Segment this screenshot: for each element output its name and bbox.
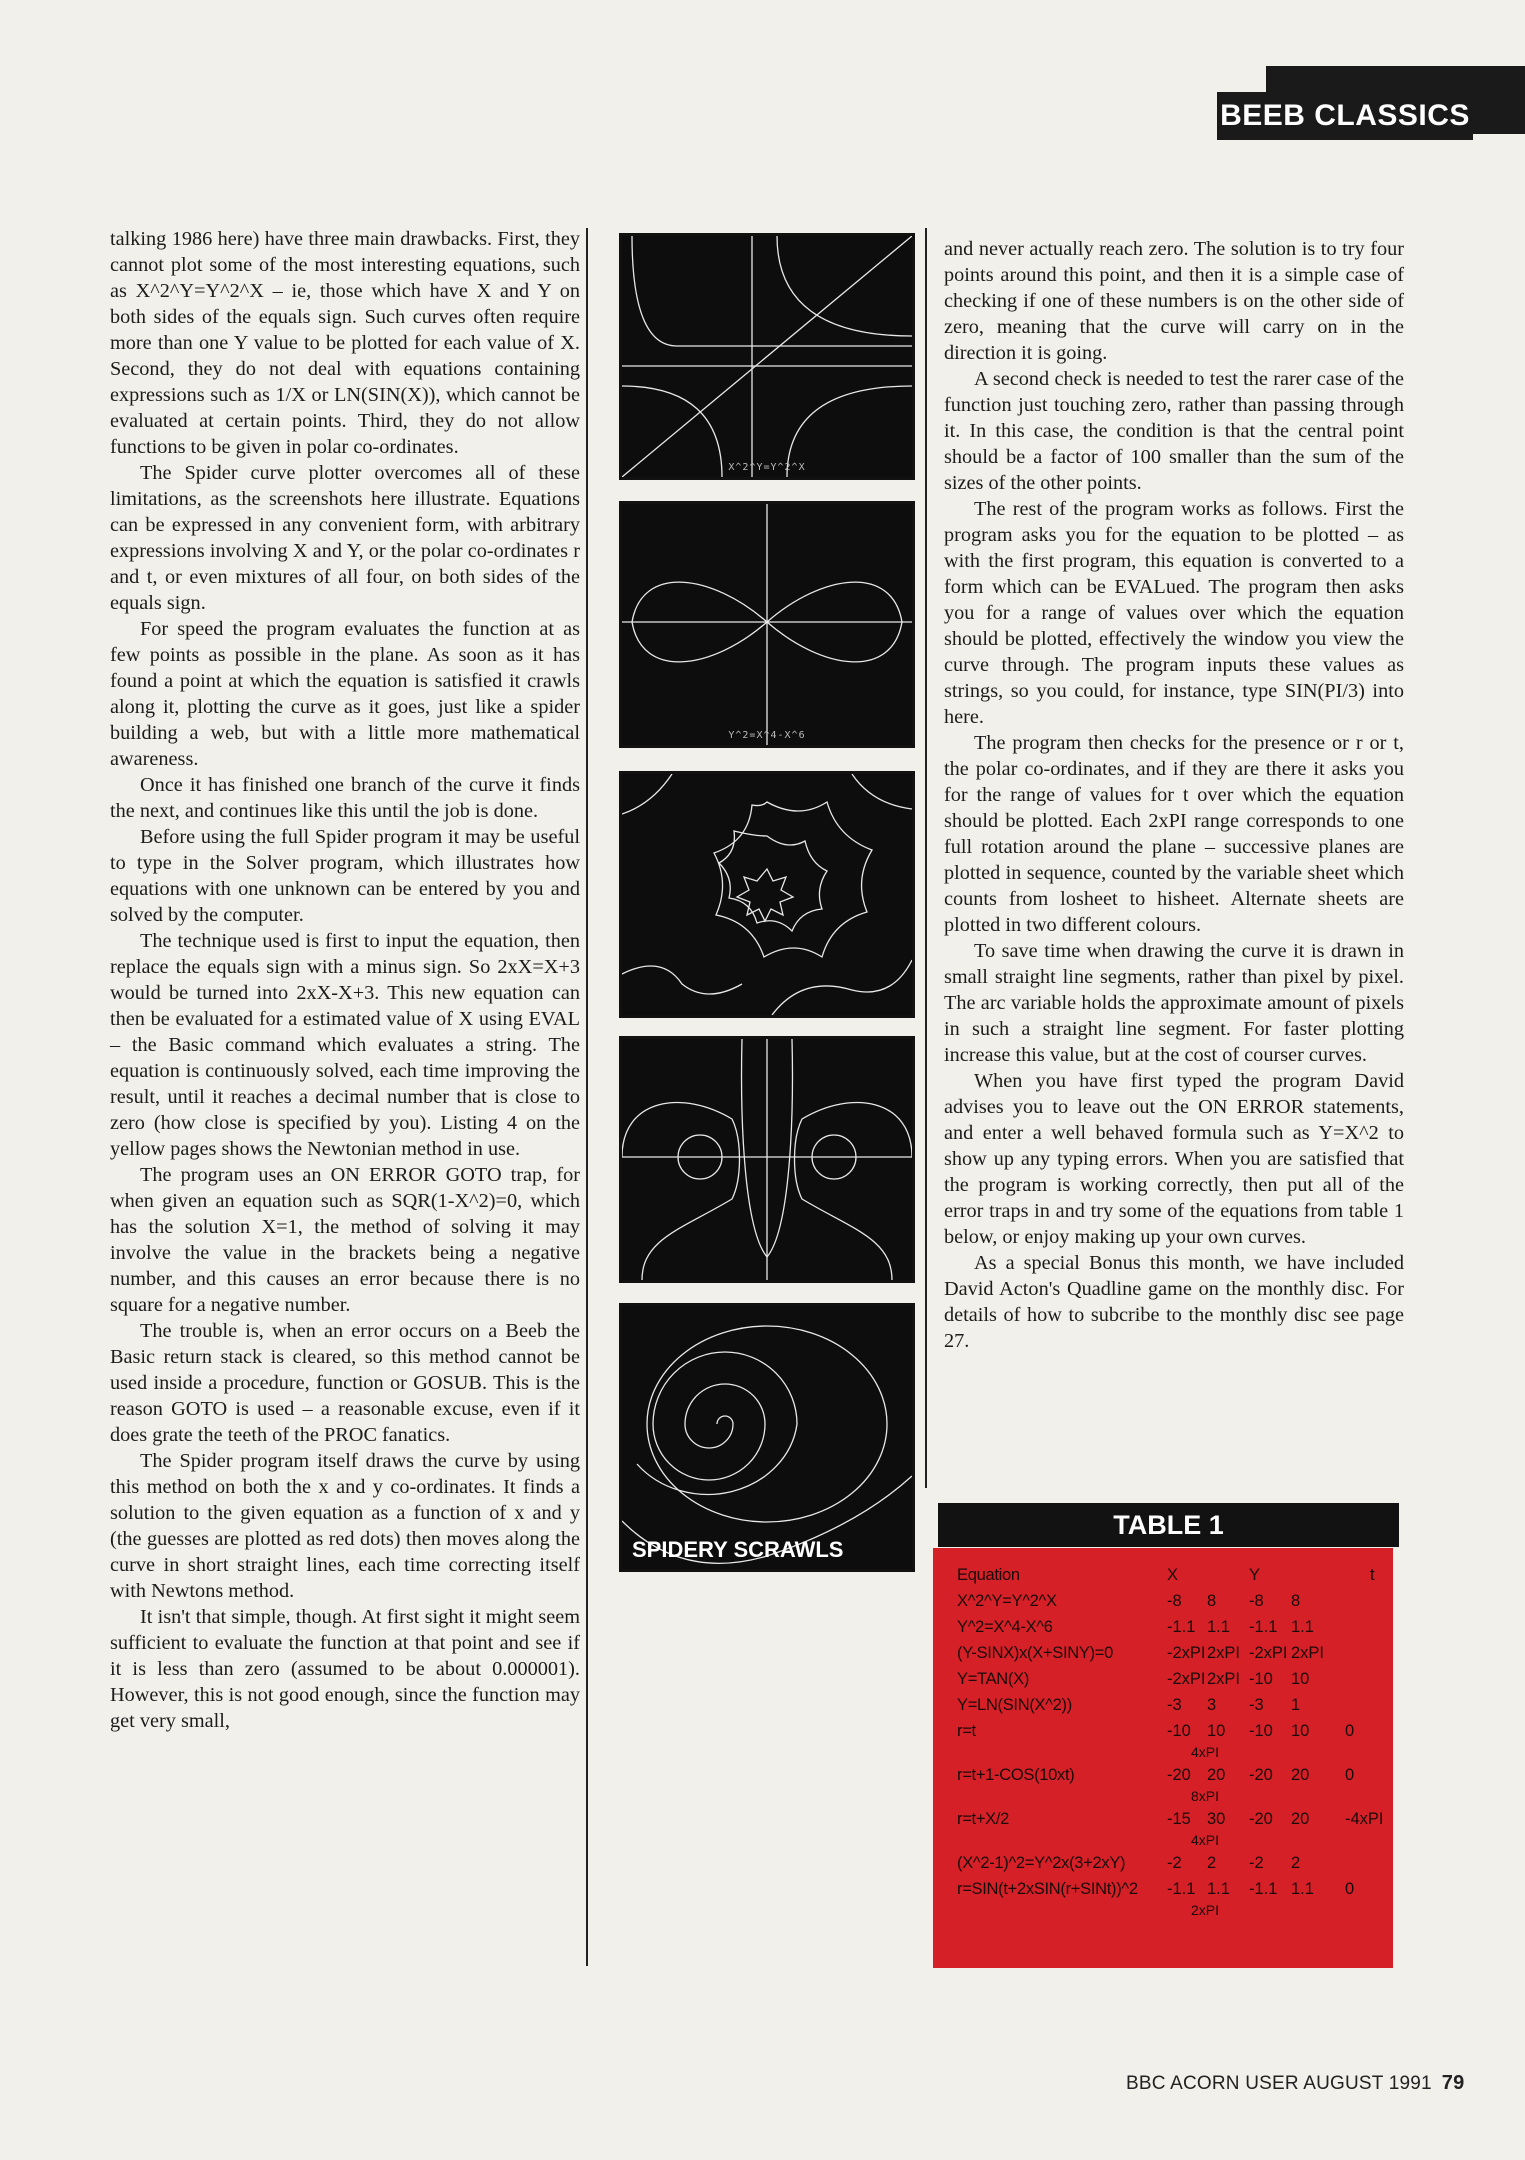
value-cell: 0 <box>1345 1722 1355 1740</box>
table-title: TABLE 1 <box>938 1503 1399 1547</box>
paragraph: For speed the program evaluates the function at as few points as possible in the plane. As soon as it has found a point at which the equation is satisfied it crawls along it, plotting the curve as it goes, just like a spider building a web, but with a little more mathematical awareness. <box>110 618 580 770</box>
value-cell: 2xPI <box>1207 1670 1241 1688</box>
value-cell: -1.1 <box>1249 1618 1278 1636</box>
value-cell: 2xPI <box>1207 1644 1241 1662</box>
table-row <box>957 1810 1393 1848</box>
figure-curve-5 <box>619 1303 915 1572</box>
value-cell: -3 <box>1249 1696 1264 1714</box>
value-cell: 0 <box>1345 1880 1355 1898</box>
value-cell: 2 <box>1207 1854 1217 1872</box>
paragraph: and never actually reach zero. The solution is to try four points around this point, and then it is a simple case of checking if one of these numbers is on the other side of zero, meaning that the curve will carry on in the direction it is going. <box>944 238 1404 364</box>
equation-cell: (X^2-1)^2=Y^2x(3+2xY) <box>957 1854 1126 1872</box>
paragraph: The technique used is first to input the equation, then replace the equals sign with a minus sign. So 2xX=X+3 would be turned into 2xX-X+3. This new equation can then be evaluated for a estimated value of X using EVAL – the Basic command which evaluates a string. The equation is continuously solved, each time improving the result, until it reaches a decimal number that is close to zero (how close is specified by you). Listing 4 on the yellow pages shows the Newtonian method in use. <box>110 930 580 1160</box>
paragraph: The program then checks for the presence or r or t, the polar co-ordinates, and if they are there it asks you for the range of values for t over which the equation should be plotted. Each 2xPI range corresponds to one full rotation around the plane – successive planes are plotted in sequence, counted by the variable sheet which counts from losheet to hisheet. Alternate sheets are plotted in two different colours. <box>944 732 1404 936</box>
header-t: t <box>1370 1566 1375 1584</box>
page-footer <box>1126 2072 1464 2095</box>
spiral-plot <box>622 1306 912 1569</box>
table-row <box>957 1854 1393 1876</box>
value-cell: -20 <box>1249 1810 1273 1828</box>
equation-cell: Y=LN(SIN(X^2)) <box>957 1696 1072 1714</box>
range-subvalue: 4xPI <box>1191 1744 1220 1760</box>
value-cell: 10 <box>1291 1722 1310 1740</box>
value-cell: -10 <box>1249 1670 1273 1688</box>
value-cell: 20 <box>1207 1766 1226 1784</box>
table-row <box>957 1722 1393 1760</box>
value-cell: 2xPI <box>1291 1644 1325 1662</box>
value-cell: -2 <box>1167 1854 1182 1872</box>
value-cell: 1 <box>1291 1696 1301 1714</box>
value-cell: 8 <box>1291 1592 1301 1610</box>
paragraph: A second check is needed to test the rarer case of the function just touching zero, rather than passing through it. In this case, the condition is that the central point should be a factor of 100 smaller than the sum of the sizes of the other points. <box>944 368 1404 494</box>
column-rule <box>586 228 588 1966</box>
paragraph: The rest of the program works as follows. First the program asks you for the equation to be plotted – as with the first program, this equation is converted to a form which can be EVALued. The program then asks you for a range of values over which the equation should be plotted, effectively the window you view the curve through. The program inputs these values as strings, so you could, for instance, type SIN(PI/3) into here. <box>944 498 1404 728</box>
curve-plot-2 <box>622 504 912 745</box>
paragraph: The Spider curve plotter overcomes all of these limitations, as the screenshots here illustrate. Equations can be expressed in any convenient form, with arbitrary expressions involving X and Y, or the polar co-ordinates r and t, or even mixtures of all four, on both sides of the equals sign. <box>110 462 580 614</box>
curve-plot-1 <box>622 236 912 477</box>
figure-label: SPIDERY SCRAWLS <box>632 1537 844 1562</box>
value-cell: 1.1 <box>1291 1880 1314 1898</box>
value-cell: 0 <box>1345 1766 1355 1784</box>
value-cell: 10 <box>1291 1670 1310 1688</box>
value-cell: 3 <box>1207 1696 1217 1714</box>
value-cell: 1.1 <box>1291 1618 1314 1636</box>
curve-plot-4 <box>622 1039 912 1280</box>
paragraph: When you have first typed the program David advises you to leave out the ON ERROR statements, and enter a well behaved formula such as Y=X^2 to show up any typing errors. When you are satisfied that the program is working correctly, then put all of the error traps in and try some of the equations from table 1 below, or enjoy making up your own curves. <box>944 1070 1404 1248</box>
figure-curve-4 <box>619 1036 915 1283</box>
equation-cell: r=SIN(t+2xSIN(r+SINt))^2 <box>957 1880 1138 1898</box>
paragraph: To save time when drawing the curve it is drawn in small straight line segments, rather than pixel by pixel. The arc variable holds the approximate amount of pixels in such a straight line segment. For faster plotting increase this value, but at the cost of courser curves. <box>944 940 1404 1066</box>
paragraph: The trouble is, when an error occurs on a Beeb the Basic return stack is cleared, so this method cannot be used inside a procedure, function or GOSUB. This is the reason GOTO is used – a reasonable excuse, even if it does grate the teeth of the PROC fanatics. <box>110 1320 580 1446</box>
value-cell: 8 <box>1207 1592 1217 1610</box>
value-cell: -8 <box>1167 1592 1182 1610</box>
table-row <box>957 1880 1393 1918</box>
table-header-row <box>957 1566 1393 1588</box>
equation-cell: r=t+X/2 <box>957 1810 1010 1828</box>
value-cell: -2xPI <box>1249 1644 1288 1662</box>
paragraph: talking 1986 here) have three main drawbacks. First, they cannot plot some of the most interesting equations, such as X^2^Y=Y^2^X – ie, those which have X and Y on both sides of the equals sign. Such curves often require more than one Y value to be plotted for each value of X. Second, they do not deal with equations containing expressions such as 1/X or LN(SIN(X)), which cannot be evaluated at certain points. Third, they do not allow functions to be given in polar co-ordinates. <box>110 228 580 458</box>
value-cell: -8 <box>1249 1592 1264 1610</box>
value-cell: 30 <box>1207 1810 1226 1828</box>
paragraph: Once it has finished one branch of the curve it finds the next, and continues like this until the job is done. <box>110 774 580 822</box>
value-cell: 10 <box>1207 1722 1226 1740</box>
section-label: BEEB CLASSICS <box>1217 92 1473 140</box>
paragraph: It isn't that simple, though. At first sight it might seem sufficient to evaluate the function at that point and see if it is less than zero (assumed to be about 0.000001). However, this is not good enough, since the function may get very small, <box>110 1606 580 1732</box>
value-cell: -2xPI <box>1167 1644 1206 1662</box>
value-cell: -10 <box>1167 1722 1191 1740</box>
figure-caption: X^2^Y=Y^2^X <box>728 462 806 473</box>
value-cell: -20 <box>1249 1766 1273 1784</box>
header-equation: Equation <box>957 1566 1020 1584</box>
value-cell: -2xPI <box>1167 1670 1206 1688</box>
paragraph: As a special Bonus this month, we have included David Acton's Quadline game on the monthly disc. For details of how to subcribe to the monthly disc see page 27. <box>944 1252 1404 1352</box>
equation-table <box>933 1548 1393 1968</box>
range-subvalue: 4xPI <box>1191 1832 1220 1848</box>
value-cell: 1.1 <box>1207 1880 1230 1898</box>
figure-caption: Y^2=X^4-X^6 <box>728 730 806 741</box>
value-cell: -15 <box>1167 1810 1191 1828</box>
equation-cell: (Y-SINX)x(X+SINY)=0 <box>957 1644 1113 1662</box>
table-row <box>957 1766 1393 1804</box>
equation-cell: r=t+1-COS(10xt) <box>957 1766 1075 1784</box>
table-row <box>957 1670 1393 1692</box>
figure-curve-1 <box>619 233 915 480</box>
equation-cell: X^2^Y=Y^2^X <box>957 1592 1057 1610</box>
value-cell: -2 <box>1249 1854 1264 1872</box>
article-column-3 <box>944 236 1404 1354</box>
value-cell: -4xPI <box>1345 1810 1384 1828</box>
paragraph: Before using the full Spider program it may be useful to type in the Solver program, which illustrates how equations with one unknown can be entered by you and solved by the computer. <box>110 826 580 926</box>
header-y: Y <box>1249 1566 1261 1584</box>
header-x: X <box>1167 1566 1179 1584</box>
value-cell: -1.1 <box>1167 1880 1196 1898</box>
figure-curve-3 <box>619 771 915 1018</box>
table-row <box>957 1696 1393 1718</box>
value-cell: 2 <box>1291 1854 1301 1872</box>
paragraph: The program uses an ON ERROR GOTO trap, for when given an equation such as SQR(1-X^2)=0, which has the solution X=1, the method of solving it may involve the value in the brackets being a negative number, and this causes an error because there is no square for a negative number. <box>110 1164 580 1316</box>
value-cell: 20 <box>1291 1810 1310 1828</box>
article-column-1 <box>110 226 580 1734</box>
value-cell: -3 <box>1167 1696 1182 1714</box>
table-row <box>957 1592 1393 1614</box>
publication-name: BBC ACORN USER AUGUST 1991 <box>1126 2073 1432 2094</box>
value-cell: 1.1 <box>1207 1618 1230 1636</box>
value-cell: -1.1 <box>1249 1880 1278 1898</box>
table-row <box>957 1618 1393 1640</box>
curve-plot-3 <box>622 774 912 1015</box>
paragraph: The Spider program itself draws the curve by using this method on both the x and y co-ordinates. It finds a solution to the given equation as a function of x and y (the guesses are plotted as red dots) then moves along the curve in short straight lines, each time correcting itself with Newtons method. <box>110 1450 580 1602</box>
equation-cell: Y=TAN(X) <box>957 1670 1030 1688</box>
page-number: 79 <box>1441 2072 1465 2094</box>
equation-cell: Y^2=X^4-X^6 <box>957 1618 1053 1636</box>
equation-cell: r=t <box>957 1722 976 1740</box>
range-subvalue: 8xPI <box>1191 1788 1220 1804</box>
column-rule <box>925 228 927 1488</box>
value-cell: -1.1 <box>1167 1618 1196 1636</box>
value-cell: -10 <box>1249 1722 1273 1740</box>
value-cell: 20 <box>1291 1766 1310 1784</box>
value-cell: -20 <box>1167 1766 1191 1784</box>
range-subvalue: 2xPI <box>1191 1902 1220 1918</box>
table-row <box>957 1644 1393 1666</box>
figure-curve-2 <box>619 501 915 748</box>
